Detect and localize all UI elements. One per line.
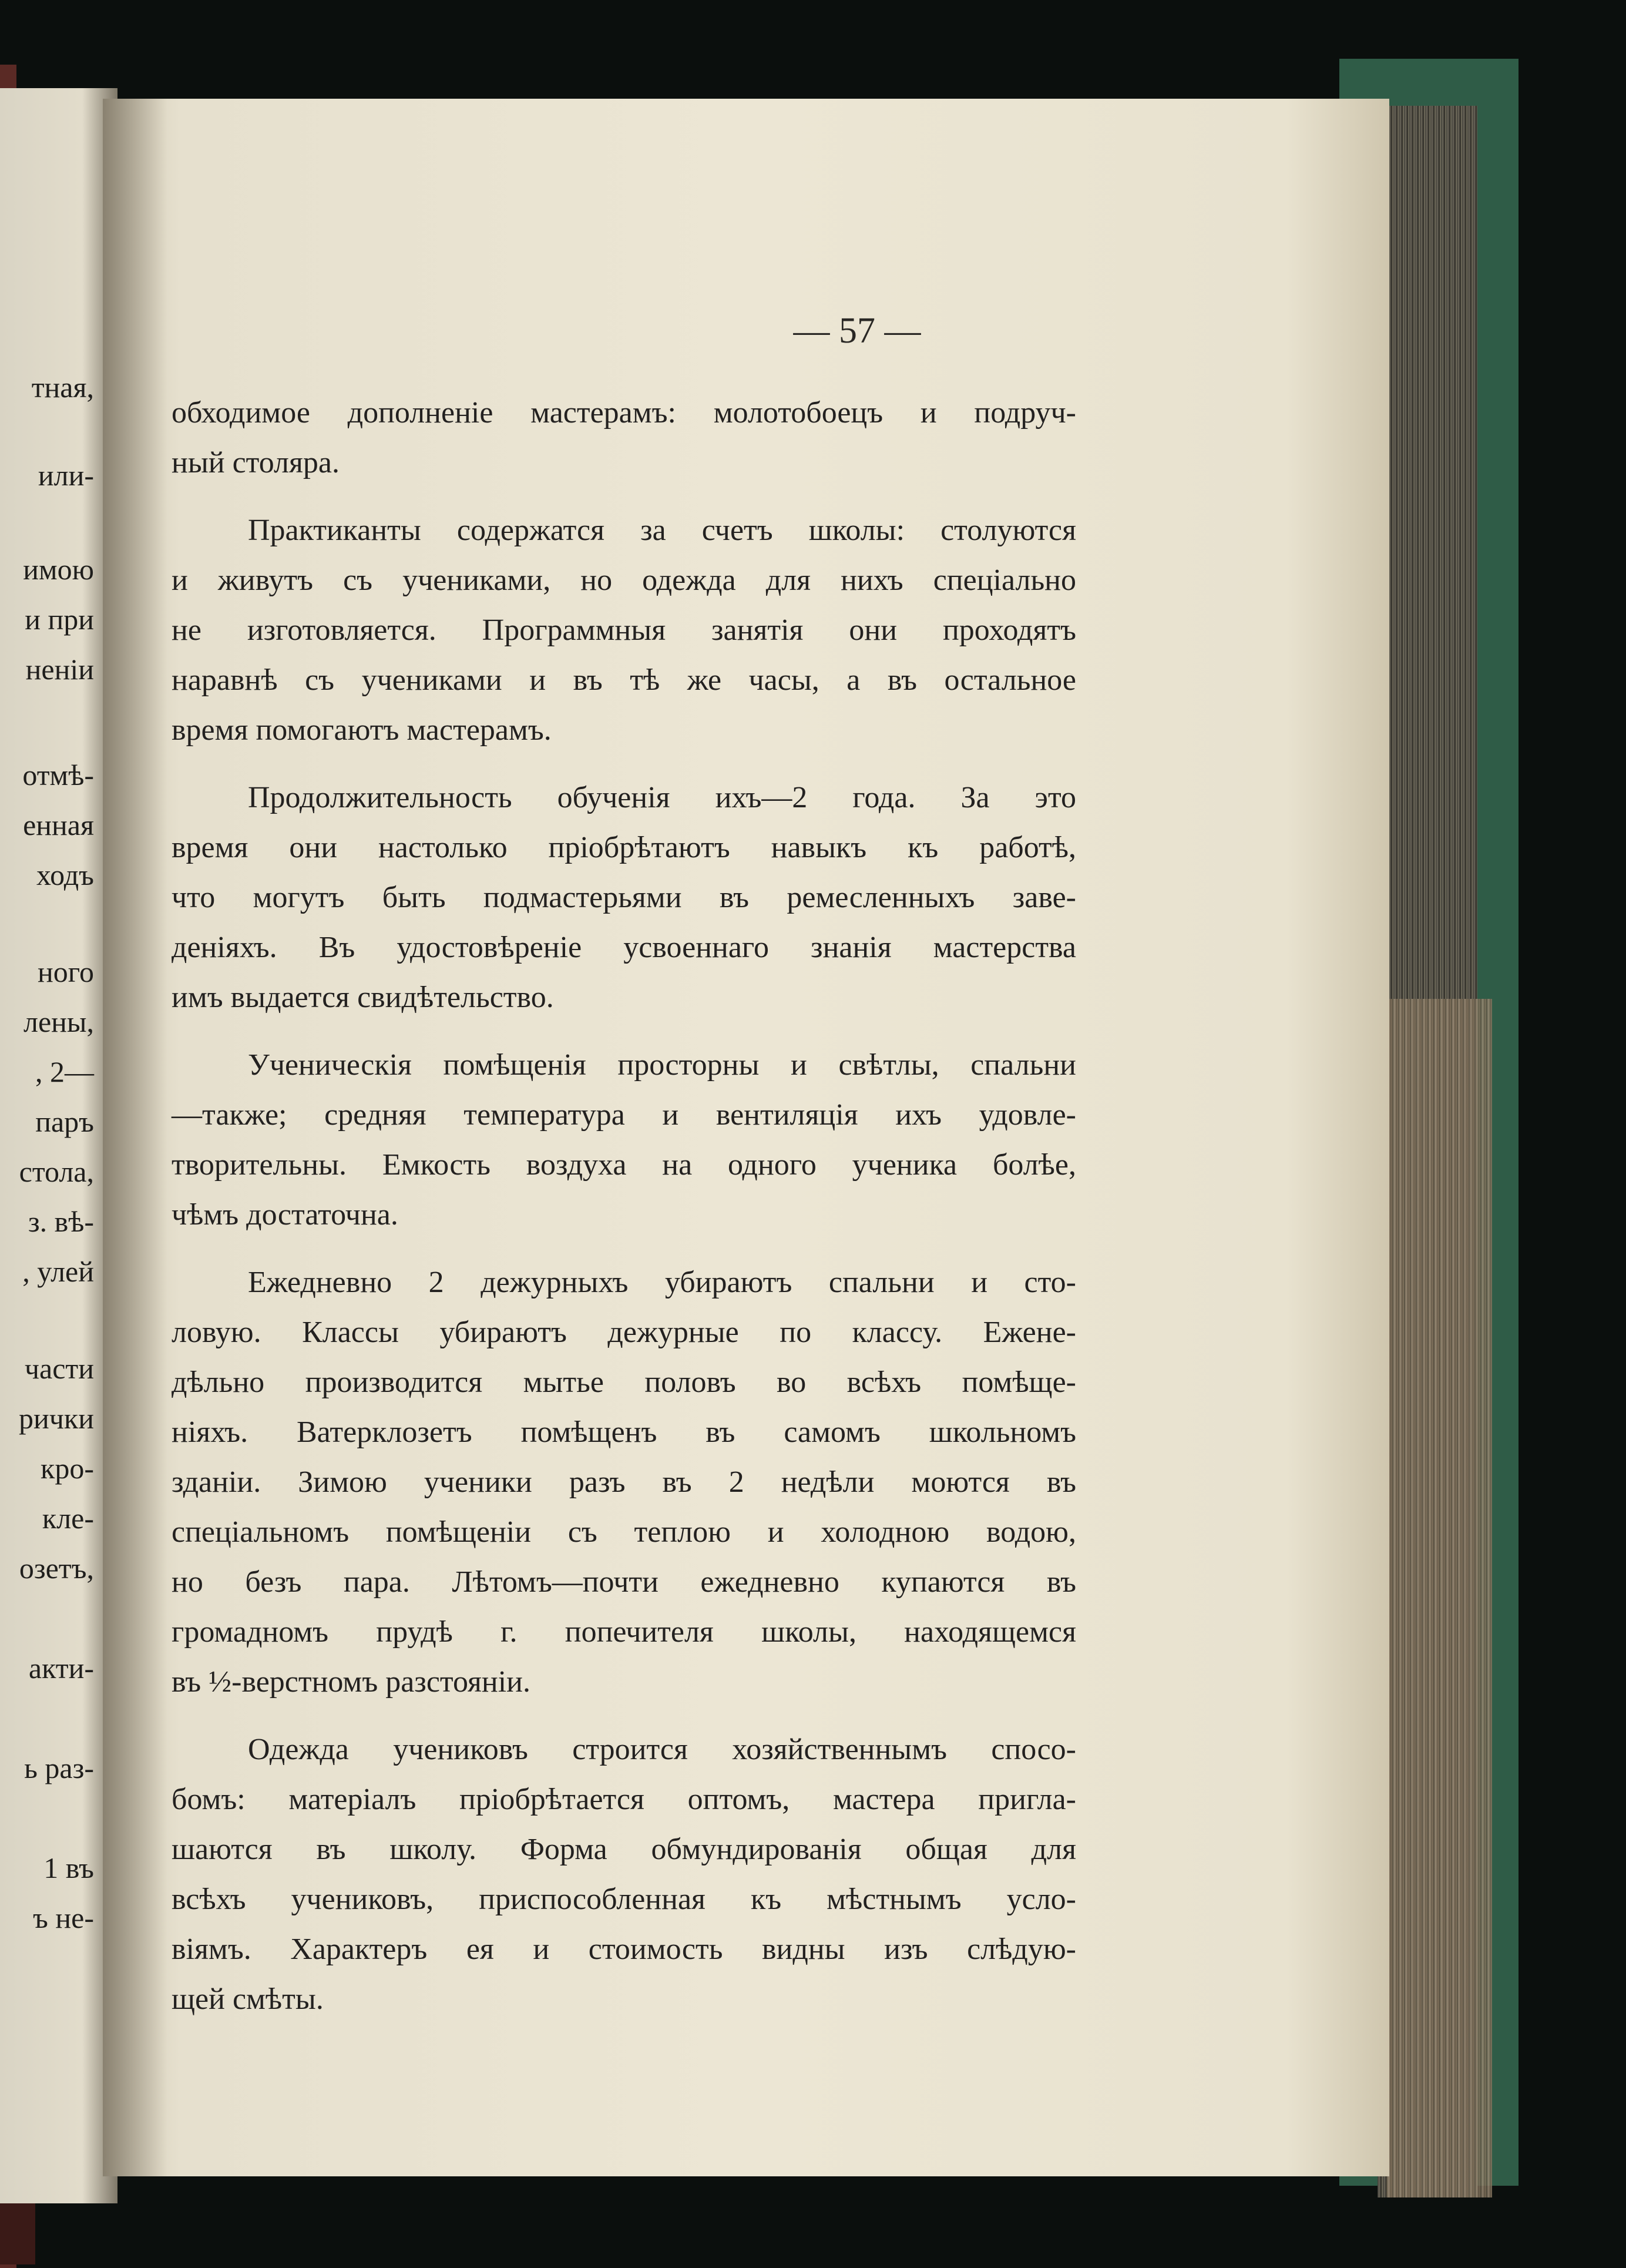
- text-line: деніяхъ. Въ удостовѣреніе усвоеннаго знанія мастерства: [172, 931, 1076, 964]
- page-number: — 57 —: [793, 311, 921, 351]
- text-line: обходимое дополненіе мастерамъ: молотобоецъ и подруч-: [172, 396, 1076, 430]
- previous-page-fragment: енная: [23, 808, 94, 841]
- text-line: ніяхъ. Ватерклозетъ помѣщенъ въ самомъ школьномъ: [172, 1415, 1076, 1449]
- previous-page-fragment: кро-: [41, 1452, 94, 1485]
- text-line: зданіи. Зимою ученики разъ въ 2 недѣли моются въ: [172, 1465, 1076, 1499]
- text-line: и живутъ съ учениками, но одежда для нихъ спеціально: [172, 563, 1076, 597]
- paragraph: [172, 1040, 1076, 1240]
- previous-page-fragment: з. вѣ-: [28, 1205, 94, 1238]
- previous-page-fragment: части: [24, 1352, 94, 1385]
- text-line: ловую. Классы убираютъ дежурные по классу. Ежене-: [172, 1316, 1076, 1349]
- previous-page-fragment: озетъ,: [19, 1552, 94, 1585]
- text-line: но безъ пара. Лѣтомъ—почти ежедневно купаются въ: [172, 1565, 1076, 1599]
- text-line: чѣмъ достаточна.: [172, 1198, 398, 1232]
- text-line: спеціальномъ помѣщеніи съ теплою и холодною водою,: [172, 1515, 1076, 1549]
- previous-page-fragment: ь раз-: [24, 1752, 94, 1784]
- text-line: всѣхъ учениковъ, приспособленная къ мѣстнымъ усло-: [172, 1883, 1076, 1916]
- previous-page-fragment: , улей: [22, 1255, 94, 1288]
- text-line: имъ выдается свидѣтельство.: [172, 981, 554, 1014]
- previous-page-fragment: ного: [37, 955, 94, 988]
- paragraph: [172, 1257, 1076, 1707]
- previous-page-fragment: рички: [19, 1402, 94, 1435]
- paragraph: [172, 505, 1076, 755]
- previous-page-fragment: паръ: [35, 1105, 94, 1138]
- previous-page-fragment: или-: [38, 459, 94, 492]
- text-line: Практиканты содержатся за счетъ школы: столуются: [248, 514, 1076, 547]
- text-line: время помогаютъ мастерамъ.: [172, 713, 552, 747]
- previous-page-fragment: имою: [23, 553, 94, 586]
- text-line: дѣльно производится мытье половъ во всѣхъ помѣще-: [172, 1366, 1076, 1399]
- previous-page-fragment: кле-: [42, 1502, 94, 1535]
- previous-page-fragment: тная,: [31, 371, 94, 404]
- text-line: Одежда учениковъ строится хозяйственнымъ спосо-: [248, 1733, 1076, 1766]
- previous-page-fragment: и при: [25, 603, 94, 636]
- gutter-shadow: [103, 99, 167, 2176]
- text-line: что могутъ быть подмастерьями въ ремесленныхъ заве-: [172, 881, 1076, 914]
- text-line: Ученическія помѣщенія просторны и свѣтлы, спальни: [248, 1048, 1076, 1082]
- paragraph: [172, 773, 1076, 1022]
- previous-page-fragment: , 2—: [35, 1055, 94, 1088]
- previous-page-fragment: 1 въ: [43, 1851, 94, 1884]
- text-line: въ ½-верстномъ разстояніи.: [172, 1665, 530, 1699]
- body-text: [172, 388, 1076, 2024]
- paragraph-gap: [172, 1707, 1076, 1725]
- text-line: наравнѣ съ учениками и въ тѣ же часы, а въ остальное: [172, 663, 1076, 697]
- previous-page-fragment: ходъ: [36, 858, 94, 891]
- previous-page-fragment: отмѣ-: [22, 759, 94, 791]
- previous-page-fragment: ъ не-: [33, 1901, 94, 1934]
- text-line: шаются въ школу. Форма обмундированія общая для: [172, 1833, 1076, 1866]
- paragraph: [172, 1725, 1076, 2024]
- text-line: творительны. Емкость воздуха на одного ученика болѣе,: [172, 1148, 1076, 1182]
- paragraph-gap: [172, 1022, 1076, 1040]
- text-line: Ежедневно 2 дежурныхъ убираютъ спальни и сто-: [248, 1266, 1076, 1299]
- text-line: бомъ: матеріалъ пріобрѣтается оптомъ, мастера пригла-: [172, 1783, 1076, 1816]
- previous-page-fragment: стола,: [19, 1155, 94, 1188]
- text-line: —также; средняя температура и вентиляція ихъ удовле-: [172, 1098, 1076, 1132]
- paragraph: [172, 388, 1076, 488]
- previous-page-fragment: акти-: [28, 1652, 94, 1685]
- paragraph-gap: [172, 488, 1076, 505]
- text-line: не изготовляется. Программныя занятія они проходятъ: [172, 613, 1076, 647]
- text-line: время они настолько пріобрѣтаютъ навыкъ къ работѣ,: [172, 831, 1076, 864]
- text-line: громадномъ прудѣ г. попечителя школы, находящемся: [172, 1615, 1076, 1649]
- paragraph-gap: [172, 755, 1076, 773]
- text-line: щей смѣты.: [172, 1982, 324, 2016]
- text-line: ный столяра.: [172, 446, 340, 479]
- paragraph-gap: [172, 1240, 1076, 1257]
- text-line: віямъ. Характеръ ея и стоимость видны изъ слѣдую-: [172, 1933, 1076, 1966]
- text-line: Продолжительность обученія ихъ—2 года. За это: [248, 781, 1076, 814]
- previous-page-fragment: лены,: [23, 1005, 94, 1038]
- page-edges-lower: [1386, 999, 1492, 2197]
- previous-page-strip: [0, 88, 117, 2203]
- previous-page-fragment: ненiи: [25, 653, 94, 686]
